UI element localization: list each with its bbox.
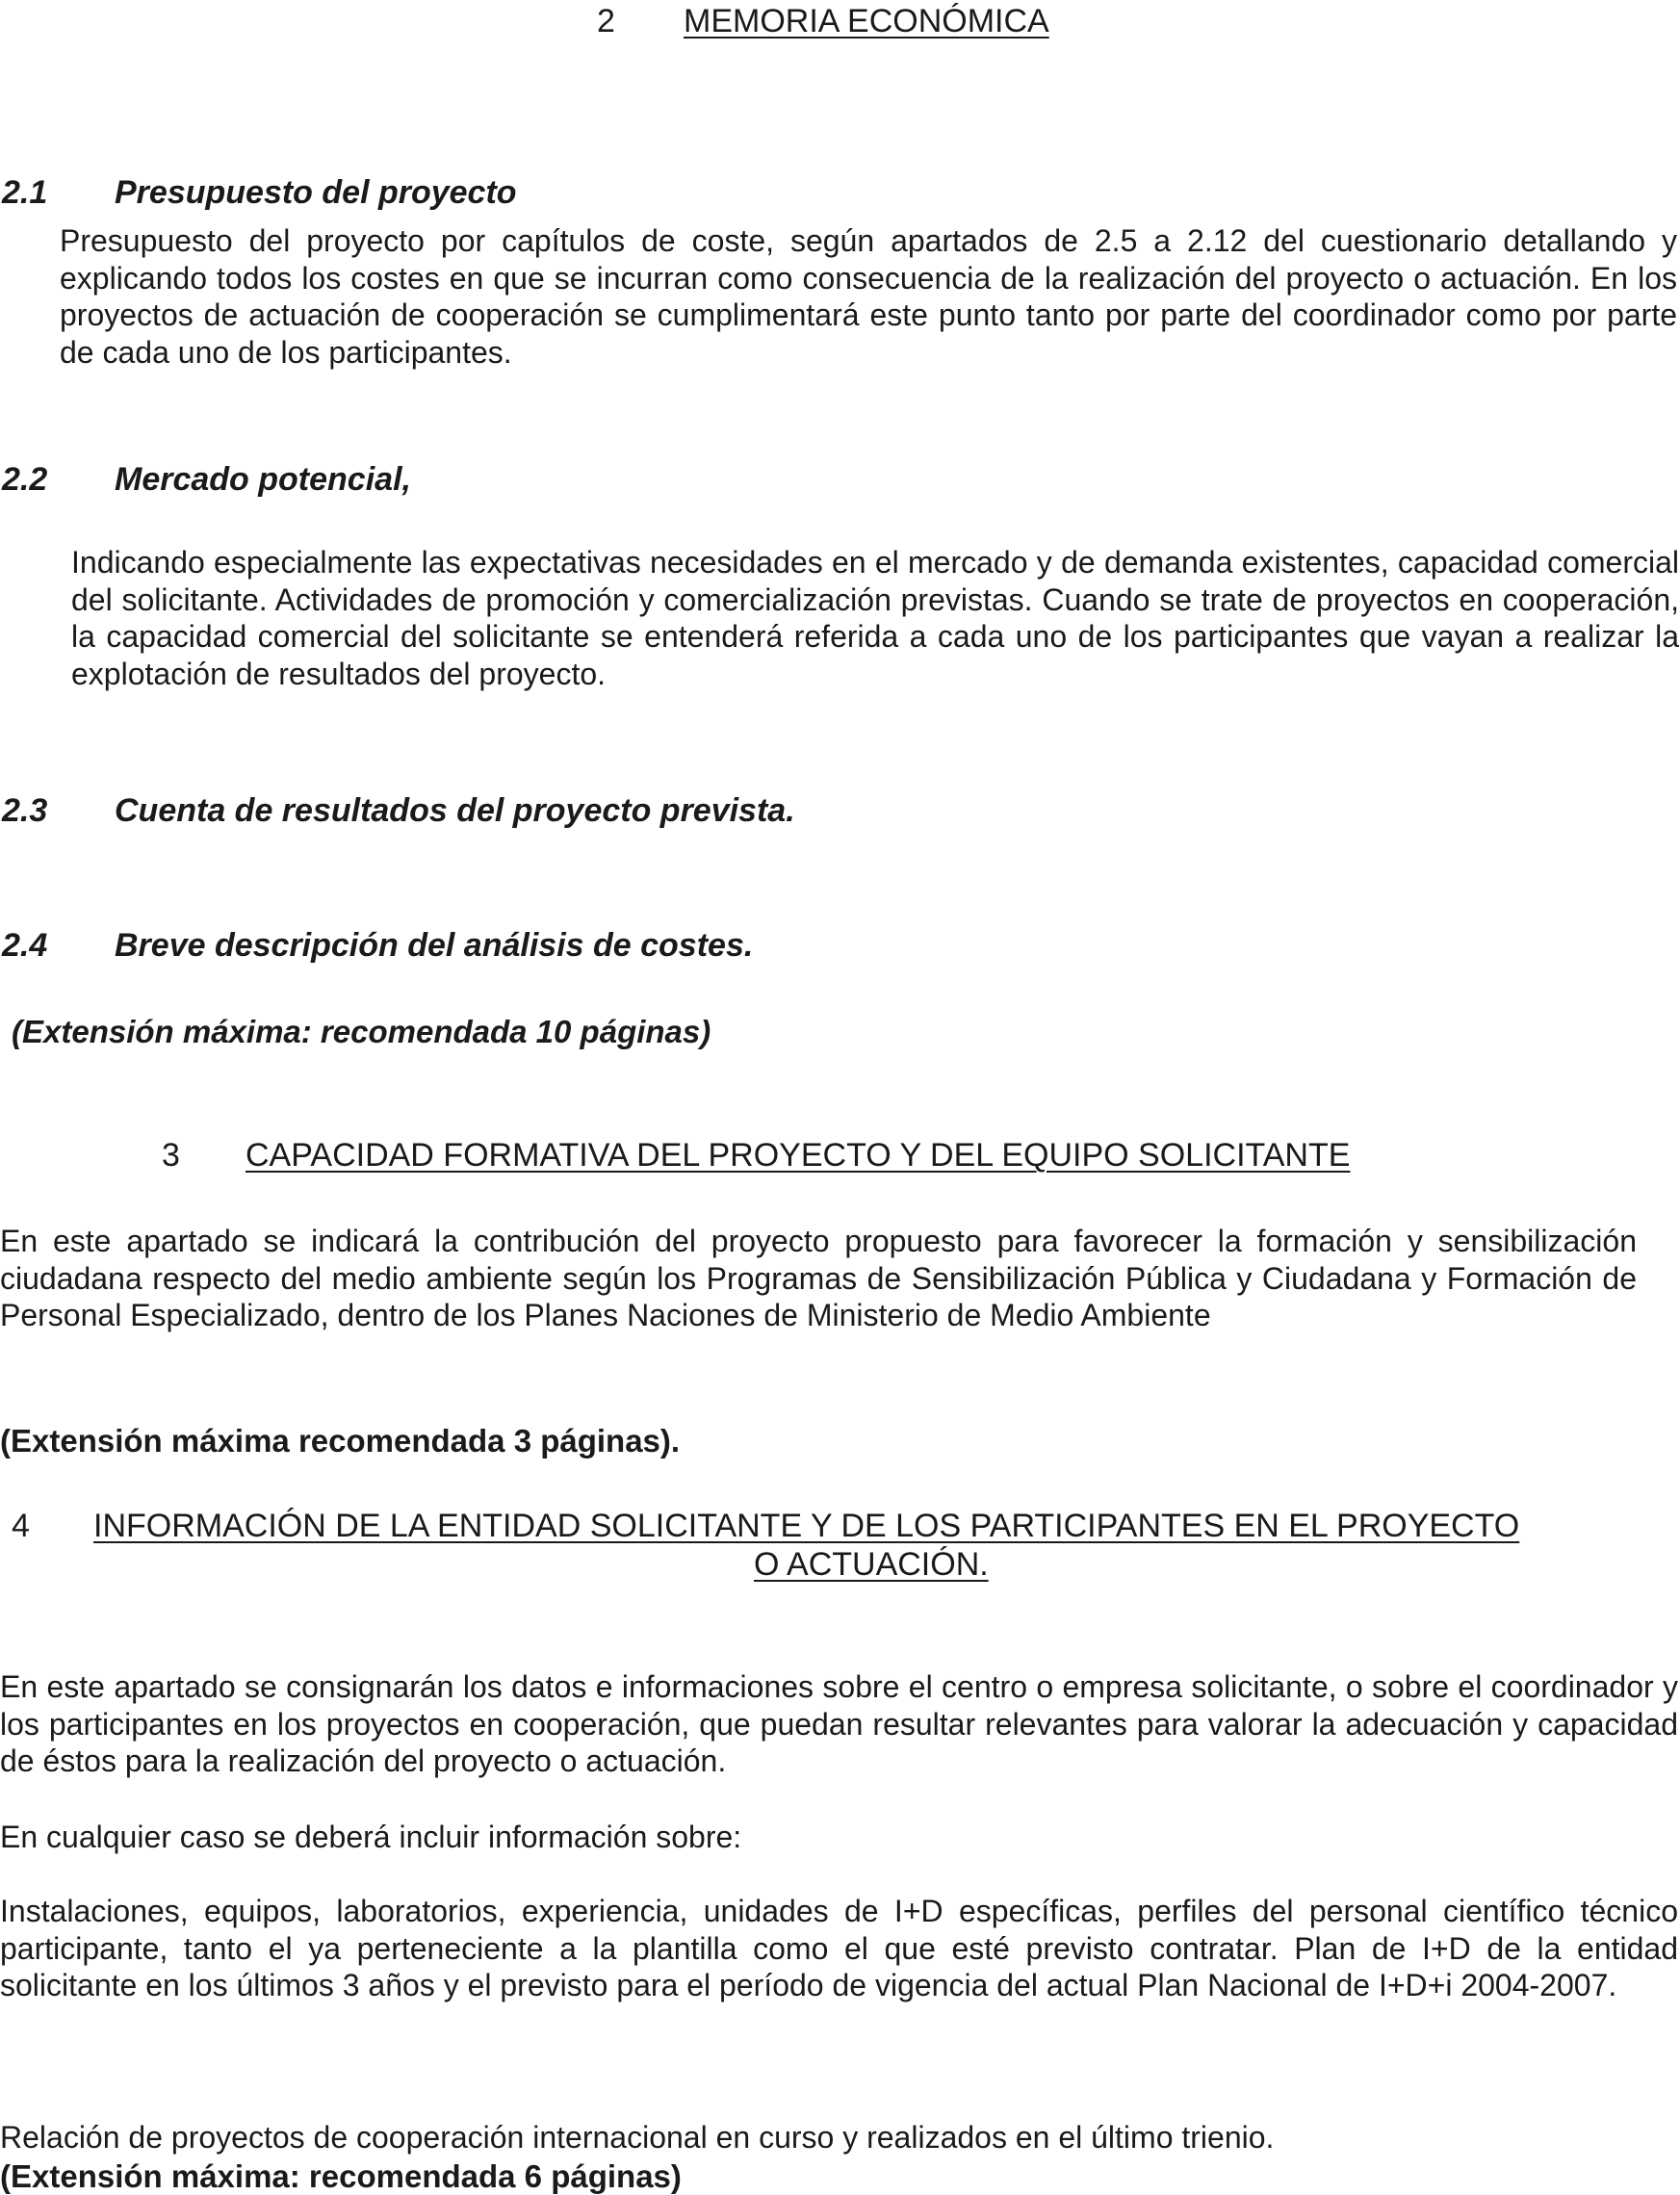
subsection-2-1-title: Presupuesto del proyecto — [115, 174, 517, 211]
section-2-heading — [0, 2, 1680, 42]
subsection-2-1-text: Presupuesto del proyecto por capítulos de coste, según apartados de 2.5 a 2.12 del cuestionario detallando y explicando todos los costes en que se incurran como consecuencia de la realización del proyecto o actuación. En los proyectos de actuación de cooperación se cumplimentará este punto tanto por parte del coordinador como por parte de cada uno de los participantes. — [60, 223, 1677, 370]
subsection-2-4-heading — [2, 926, 965, 967]
subsection-2-2-title: Mercado potencial, — [115, 461, 411, 498]
section-2-title: MEMORIA ECONÓMICA — [684, 3, 1049, 39]
subsection-2-2-text: Indicando especialmente las expectativas necesidades en el mercado y de demanda existentes, capacidad comercial del solicitante. Actividades de promoción y comercialización previstas. Cuando se trate de proyectos en cooperación, la capacidad comercial del solicitante se entenderá referida a cada uno de los participantes que vayan a realizar la explotación de resultados del proyecto. — [71, 545, 1679, 691]
section-4-extension-note: (Extensión máxima: recomendada 6 páginas) — [0, 2158, 682, 2194]
section-4-title-line-2: O ACTUACIÓN. — [754, 1546, 989, 1583]
subsection-2-4-title: Breve descripción del análisis de costes. — [115, 927, 754, 964]
section-4-title-line-1: INFORMACIÓN DE LA ENTIDAD SOLICITANTE Y DE LOS PARTICIPANTES EN EL PROYECTO — [93, 1508, 1520, 1544]
section-3-number: 3 — [162, 1137, 180, 1174]
subsection-2-1-number: 2.1 — [2, 174, 48, 211]
subsection-2-3-title: Cuenta de resultados del proyecto prevista. — [115, 792, 795, 829]
section-2-number: 2 — [597, 3, 615, 39]
section-4-paragraph-4: Relación de proyectos de cooperación internacional en curso y realizados en el último trienio. — [0, 2120, 1275, 2155]
section-3-extension-note: (Extensión máxima recomendada 3 páginas). — [0, 1423, 681, 1459]
subsection-2-1-heading — [2, 173, 868, 214]
section-3-heading — [0, 1136, 1680, 1176]
section-4-heading — [0, 1507, 1680, 1588]
section-4-paragraph-2: En cualquier caso se deberá incluir información sobre: — [0, 1820, 742, 1854]
subsection-2-3-heading — [2, 791, 965, 832]
section-3-text: En este apartado se indicará la contribución del proyecto propuesto para favorecer la formación y sensibilización ciudadana respecto del medio ambiente según los Programas de Sensibilización Pública y Ciudadana y Formación de Personal Especializado, dentro de los Planes Naciones de Ministerio de Medio Ambiente — [0, 1224, 1637, 1332]
section-4-paragraph-1: En este apartado se consignarán los datos e informaciones sobre el centro o empresa solicitante, o sobre el coordinador y los participantes en los proyectos en cooperación, que puedan resultar relevantes para valorar la adecuación y capacidad de éstos para la realización del proyecto o actuación. — [0, 1669, 1678, 1778]
subsection-2-2-heading — [2, 460, 868, 501]
section-3-title: CAPACIDAD FORMATIVA DEL PROYECTO Y DEL EQUIPO SOLICITANTE — [246, 1137, 1351, 1174]
section-2-extension-note: (Extensión máxima: recomendada 10 páginas) — [12, 1014, 711, 1049]
section-4-number: 4 — [12, 1508, 30, 1544]
subsection-2-4-number: 2.4 — [2, 927, 48, 964]
section-4-paragraph-3: Instalaciones, equipos, laboratorios, experiencia, unidades de I+D específicas, perfiles del personal científico técnico participante, tanto el ya perteneciente a la plantilla como el que esté previsto contratar. Plan de I+D de la entidad solicitante en los últimos 3 años y el previsto para el período de vigencia del actual Plan Nacional de I+D+i 2004-2007. — [0, 1894, 1678, 2002]
subsection-2-2-number: 2.2 — [2, 461, 48, 498]
subsection-2-3-number: 2.3 — [2, 792, 48, 829]
